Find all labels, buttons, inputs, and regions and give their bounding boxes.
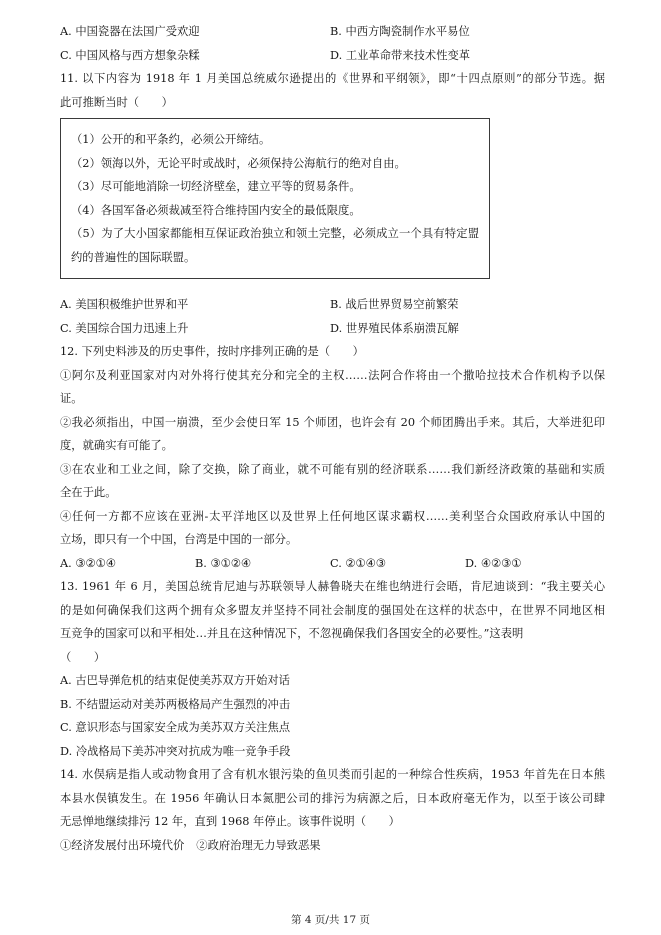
- q11-option-b: B. 战后世界贸易空前繁荣: [330, 298, 459, 311]
- q13-option-b: B. 不结盟运动对美苏两极格局产生强烈的冲击: [60, 697, 291, 711]
- q14-statement-2: ②政府治理无力导致恶果: [196, 838, 321, 852]
- q13-option-c: C. 意识形态与国家安全成为美苏双方关注焦点: [60, 721, 291, 734]
- q11-excerpt-line: （1）公开的和平条约，必须公开缔结。: [71, 133, 271, 146]
- q11-stem-line: 11. 以下内容为 1918 年 1 月美国总统威尔逊提出的《世界和平纲领》，即“十四点原则”的部分节选。据: [60, 72, 605, 85]
- q11-excerpt-line: （4）各国军备必须裁减至符合维持国内安全的最低限度。: [71, 203, 361, 217]
- q14-statement-1: ①经济发展付出环境代价: [60, 838, 185, 852]
- options-row: [60, 293, 605, 317]
- options-row: [60, 552, 605, 576]
- q12-source-3-line: 全在于此。: [60, 486, 117, 499]
- question-12: [60, 340, 605, 575]
- q11-excerpt-box: [60, 118, 490, 279]
- q12-source-3-line: ③在农业和工业之间，除了交换，除了商业，就不可能有别的经济联系……我们新经济政策的基础和实质: [60, 462, 605, 476]
- q12-source-1-line: 证。: [60, 392, 83, 405]
- q12-stem: 12. 下列史料涉及的历史事件，按时序排列正确的是（ ）: [60, 345, 364, 358]
- q11-stem-line: 此可推断当时（ ）: [60, 95, 173, 109]
- q14-stem-line: 无忌惮地继续排污 12 年，直到 1968 年停止。该事件说明（ ）: [60, 815, 400, 828]
- options-row: [60, 44, 605, 68]
- q12-source-2-line: 度，就确实有可能了。: [60, 439, 173, 452]
- q10-option-d: D. 工业革命带来技术性变革: [330, 48, 471, 62]
- question-11: [60, 67, 605, 340]
- q12-option-c: C. ②①④③: [330, 556, 386, 570]
- question-13: [60, 575, 605, 763]
- q14-stem-line: 本县水俣镇发生。在 1956 年确认日本氮肥公司的排污为病源之后，日本政府毫无作为，以至于该公司肆: [60, 791, 605, 805]
- q11-option-d: D. 世界殖民体系崩溃瓦解: [330, 321, 459, 335]
- q11-excerpt-line: （5）为了大小国家都能相互保证政治独立和领土完整，必须成立一个具有特定盟: [71, 227, 479, 240]
- q12-source-1-line: ①阿尔及利亚国家对内对外将行使其充分和完全的主权……法阿合作将由一个撒哈拉技术合作机构予以保: [60, 368, 605, 382]
- q10-option-c: C. 中国风格与西方想象杂糅: [60, 48, 200, 62]
- q12-option-d: D. ④②③①: [465, 556, 522, 570]
- page-footer: 第 4 页/共 17 页: [291, 914, 370, 926]
- q11-excerpt-line: 约的普遍性的国际联盟。: [71, 250, 196, 264]
- q11-option-a: A. 美国积极维护世界和平: [60, 298, 189, 311]
- q13-stem-line: 的是如何确保我们这两个拥有众多盟友并坚持不同社会制度的强国处在这样的状态中，在世界不同地区相: [60, 603, 605, 617]
- q10-option-b: B. 中西方陶瓷制作水平易位: [330, 25, 470, 38]
- q13-stem-line: 互竞争的国家可以和平相处…并且在这种情况下，不忽视确保我们各国安全的必要性。”这表明: [60, 627, 524, 640]
- options-row: [60, 317, 605, 341]
- options-row: [60, 20, 605, 44]
- q11-excerpt-line: （3）尽可能地消除一切经济壁垒，建立平等的贸易条件。: [71, 180, 361, 193]
- q10-option-a: A. 中国瓷器在法国广受欢迎: [60, 25, 200, 38]
- question-14: [60, 763, 605, 857]
- q13-stem-line: 13. 1961 年 6 月，美国总统肯尼迪与苏联领导人赫鲁晓夫在维也纳进行会晤，肯尼迪谈到：“我主要关心: [60, 580, 605, 593]
- question-10-options: [60, 20, 605, 67]
- q11-option-c: C. 美国综合国力迅速上升: [60, 321, 189, 335]
- page-content: [60, 20, 605, 857]
- q14-statements: [60, 834, 605, 858]
- q12-source-2-line: ②我必须指出，中国一崩溃，至少会使日军 15 个师团，也许会有 20 个师团腾出手来。其后，大举进犯印: [60, 415, 605, 429]
- q13-option-d: D. 冷战格局下美苏冲突对抗成为唯一竞争手段: [60, 744, 291, 758]
- q13-option-a: A. 古巴导弹危机的结束促使美苏双方开始对话: [60, 674, 290, 687]
- q12-source-4-line: ④任何一方都不应该在亚洲-太平洋地区以及世界上任何地区谋求霸权……美利坚合众国政府承认中国的: [60, 509, 605, 523]
- q12-option-a: A. ③②①④: [60, 556, 116, 570]
- q11-excerpt-line: （2）领海以外，无论平时或战时，必须保持公海航行的绝对自由。: [71, 156, 406, 170]
- q12-option-b: B. ③①②④: [195, 556, 251, 570]
- q12-source-4-line: 立场，即只有一个中国，台湾是中国的一部分。: [60, 533, 298, 546]
- q14-stem-line: 14. 水俣病是指人或动物食用了含有机水银污染的鱼贝类而引起的一种综合性疾病，1953 年首先在日本熊: [60, 768, 605, 781]
- q13-answer-blank: （ ）: [60, 650, 106, 664]
